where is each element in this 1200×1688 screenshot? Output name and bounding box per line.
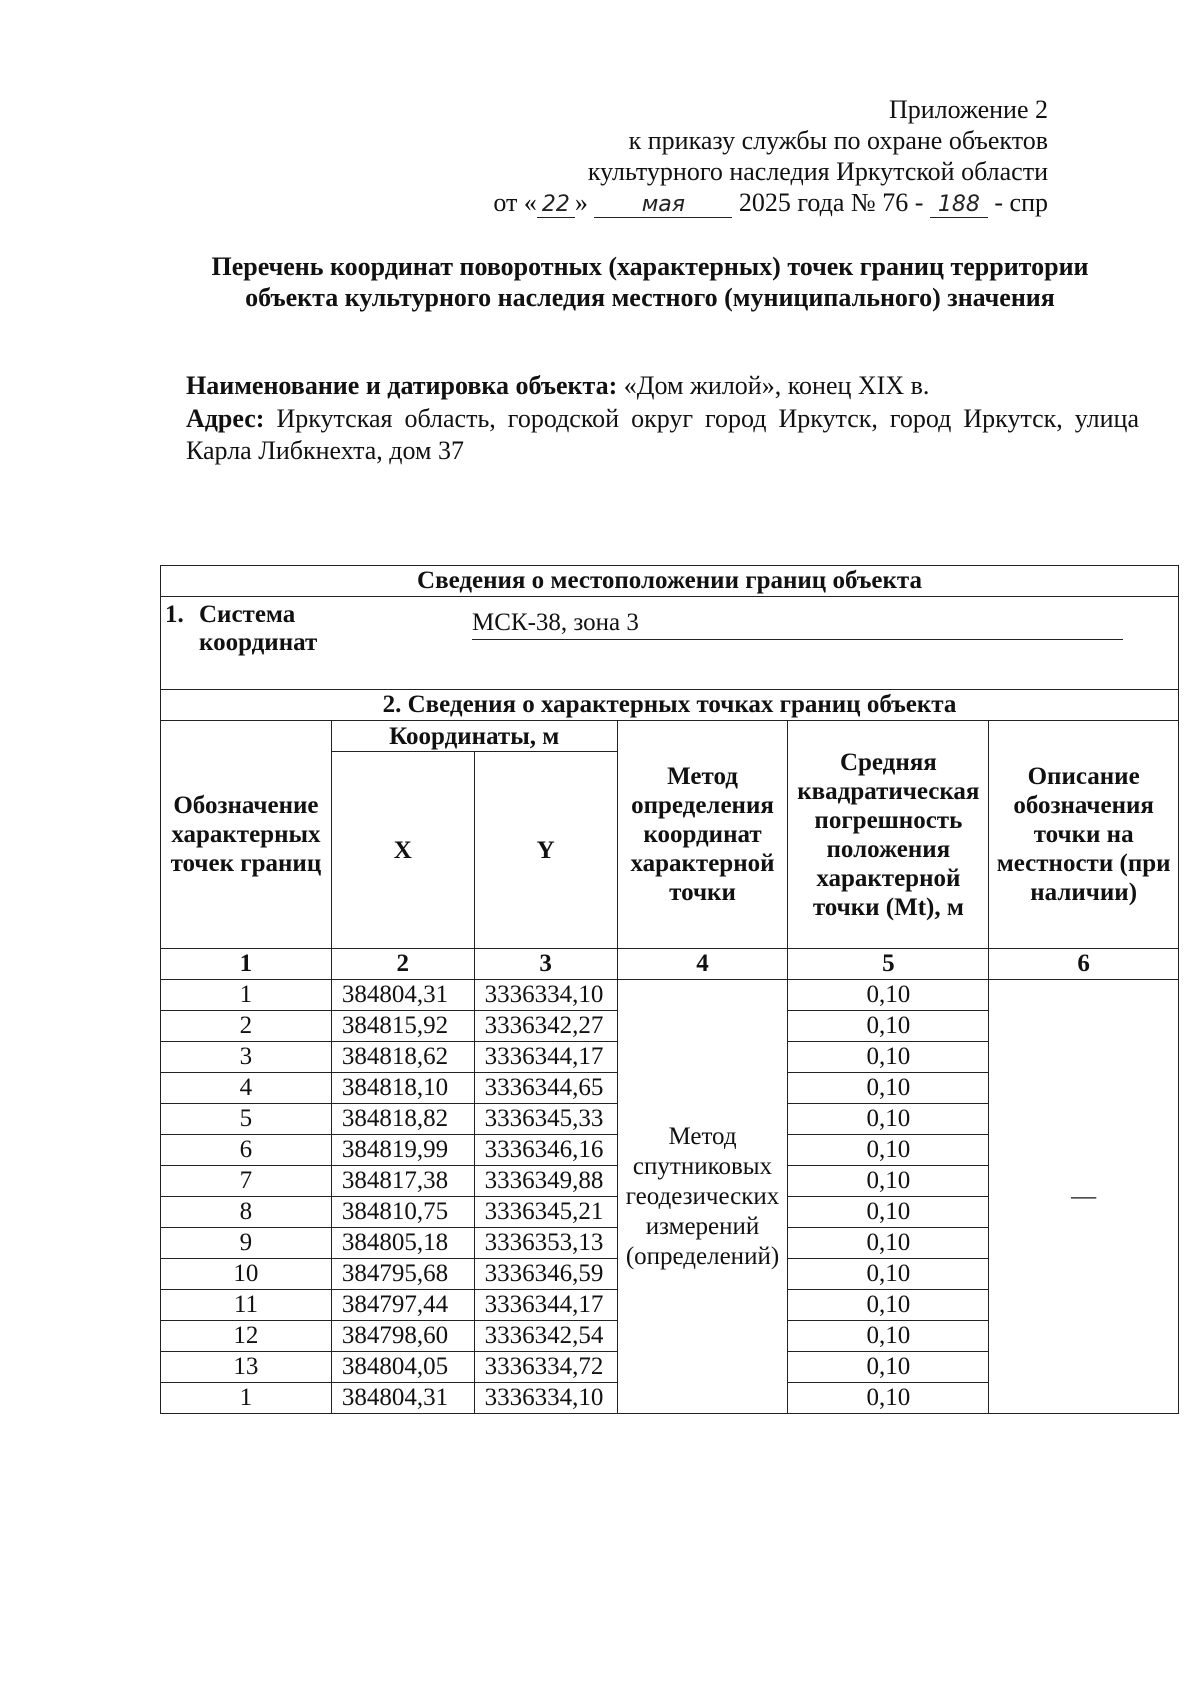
object-name-value: «Дом жилой», конец XIX в. [623, 371, 930, 400]
appendix-number: Приложение 2 [888, 95, 1048, 124]
date-suffix: - спр [994, 188, 1048, 217]
col-number: 5 [788, 949, 989, 980]
error-cell: 0,10 [788, 980, 989, 1011]
handwritten-month: мая [594, 193, 732, 218]
boundary-table [160, 565, 1179, 1414]
error-cell: 0,10 [788, 1352, 989, 1383]
y-cell: 3336346,16 [474, 1135, 617, 1166]
x-cell: 384815,92 [331, 1011, 474, 1042]
system-label-text: Система координат [199, 601, 318, 656]
point-cell: 4 [161, 1073, 332, 1104]
coordinate-system-label [165, 601, 349, 657]
col-number: 1 [161, 949, 332, 980]
point-cell: 11 [161, 1290, 332, 1321]
col-header-description: Описание обозначения точки на местности (при наличии) [989, 721, 1179, 949]
date-close-quote: » [574, 188, 588, 217]
error-cell: 0,10 [788, 1166, 989, 1197]
y-cell: 3336342,27 [474, 1011, 617, 1042]
order-reference-line1: к приказу службы по охране объектов [628, 126, 1048, 155]
x-cell: 384818,82 [331, 1104, 474, 1135]
point-cell: 1 [161, 980, 332, 1011]
point-cell: 13 [161, 1352, 332, 1383]
col-header-coordinates: Координаты, м [331, 721, 617, 752]
x-cell: 384805,18 [331, 1228, 474, 1259]
handwritten-order-number: 188 [930, 193, 988, 218]
method-cell: Метод спутниковых геодезических измерений (определений) [617, 980, 788, 1414]
object-address-value: Иркутская область, городской округ город Иркутск, город Иркутск, улица Карла Либкнехта, дом 37 [186, 404, 1139, 465]
object-name-line [186, 370, 1139, 402]
point-cell: 12 [161, 1321, 332, 1352]
y-cell: 3336353,13 [474, 1228, 617, 1259]
col-header-x: X [331, 752, 474, 949]
y-cell: 3336344,17 [474, 1042, 617, 1073]
description-cell: — [989, 980, 1179, 1414]
system-number: 1. [165, 601, 184, 628]
x-cell: 384818,10 [331, 1073, 474, 1104]
x-cell: 384819,99 [331, 1135, 474, 1166]
table-row [161, 980, 1179, 1011]
col-number: 6 [989, 949, 1179, 980]
x-cell: 384797,44 [331, 1290, 474, 1321]
point-cell: 2 [161, 1011, 332, 1042]
error-cell: 0,10 [788, 1197, 989, 1228]
section2-title: 2. Сведения о характерных точках границ объекта [161, 690, 1179, 721]
y-cell: 3336349,88 [474, 1166, 617, 1197]
error-cell: 0,10 [788, 1011, 989, 1042]
appendix-header [493, 94, 1048, 218]
col-number: 3 [474, 949, 617, 980]
col-number: 4 [617, 949, 788, 980]
y-cell: 3336344,17 [474, 1290, 617, 1321]
order-reference-line2: культурного наследия Иркутской области [587, 157, 1048, 186]
col-header-y: Y [474, 752, 617, 949]
x-cell: 384817,38 [331, 1166, 474, 1197]
error-cell: 0,10 [788, 1383, 989, 1414]
y-cell: 3336342,54 [474, 1321, 617, 1352]
x-cell: 384798,60 [331, 1321, 474, 1352]
point-cell: 7 [161, 1166, 332, 1197]
x-cell: 384804,31 [331, 980, 474, 1011]
order-date-line [493, 187, 1048, 218]
point-cell: 8 [161, 1197, 332, 1228]
error-cell: 0,10 [788, 1104, 989, 1135]
error-cell: 0,10 [788, 1228, 989, 1259]
x-cell: 384795,68 [331, 1259, 474, 1290]
error-cell: 0,10 [788, 1135, 989, 1166]
point-cell: 5 [161, 1104, 332, 1135]
y-cell: 3336344,65 [474, 1073, 617, 1104]
point-cell: 1 [161, 1383, 332, 1414]
date-prefix: от « [493, 188, 537, 217]
x-cell: 384804,31 [331, 1383, 474, 1414]
point-cell: 10 [161, 1259, 332, 1290]
y-cell: 3336334,10 [474, 980, 617, 1011]
col-header-point: Обозначение характерных точек границ [161, 721, 332, 949]
y-cell: 3336345,21 [474, 1197, 617, 1228]
object-name-label: Наименование и датировка объекта: [186, 371, 618, 400]
x-cell: 384804,05 [331, 1352, 474, 1383]
point-cell: 9 [161, 1228, 332, 1259]
object-address-label: Адрес: [186, 404, 265, 433]
handwritten-day: 22 [537, 193, 575, 218]
col-header-error: Средняя квадратическая погрешность положения характерной точки (Mt), м [788, 721, 989, 949]
error-cell: 0,10 [788, 1321, 989, 1352]
point-cell: 6 [161, 1135, 332, 1166]
x-cell: 384818,62 [331, 1042, 474, 1073]
section1-title: Сведения о местоположении границ объекта [161, 566, 1179, 597]
x-cell: 384810,75 [331, 1197, 474, 1228]
col-number: 2 [331, 949, 474, 980]
document-title: Перечень координат поворотных (характерных) точек границ территории объекта культурного наследия местного (муниципального) значения [211, 252, 1089, 312]
y-cell: 3336345,33 [474, 1104, 617, 1135]
col-header-method: Метод определения координат характерной точки [617, 721, 788, 949]
error-cell: 0,10 [788, 1259, 989, 1290]
point-cell: 3 [161, 1042, 332, 1073]
coordinate-system-underline [472, 639, 1123, 640]
error-cell: 0,10 [788, 1042, 989, 1073]
y-cell: 3336334,72 [474, 1352, 617, 1383]
y-cell: 3336334,10 [474, 1383, 617, 1414]
error-cell: 0,10 [788, 1073, 989, 1104]
error-cell: 0,10 [788, 1290, 989, 1321]
coordinate-system-cell [161, 597, 1179, 690]
date-year: 2025 года № 76 - [738, 188, 924, 217]
coordinate-system-value: МСК-38, зона 3 [472, 609, 639, 636]
object-address-line [186, 403, 1139, 467]
y-cell: 3336346,59 [474, 1259, 617, 1290]
